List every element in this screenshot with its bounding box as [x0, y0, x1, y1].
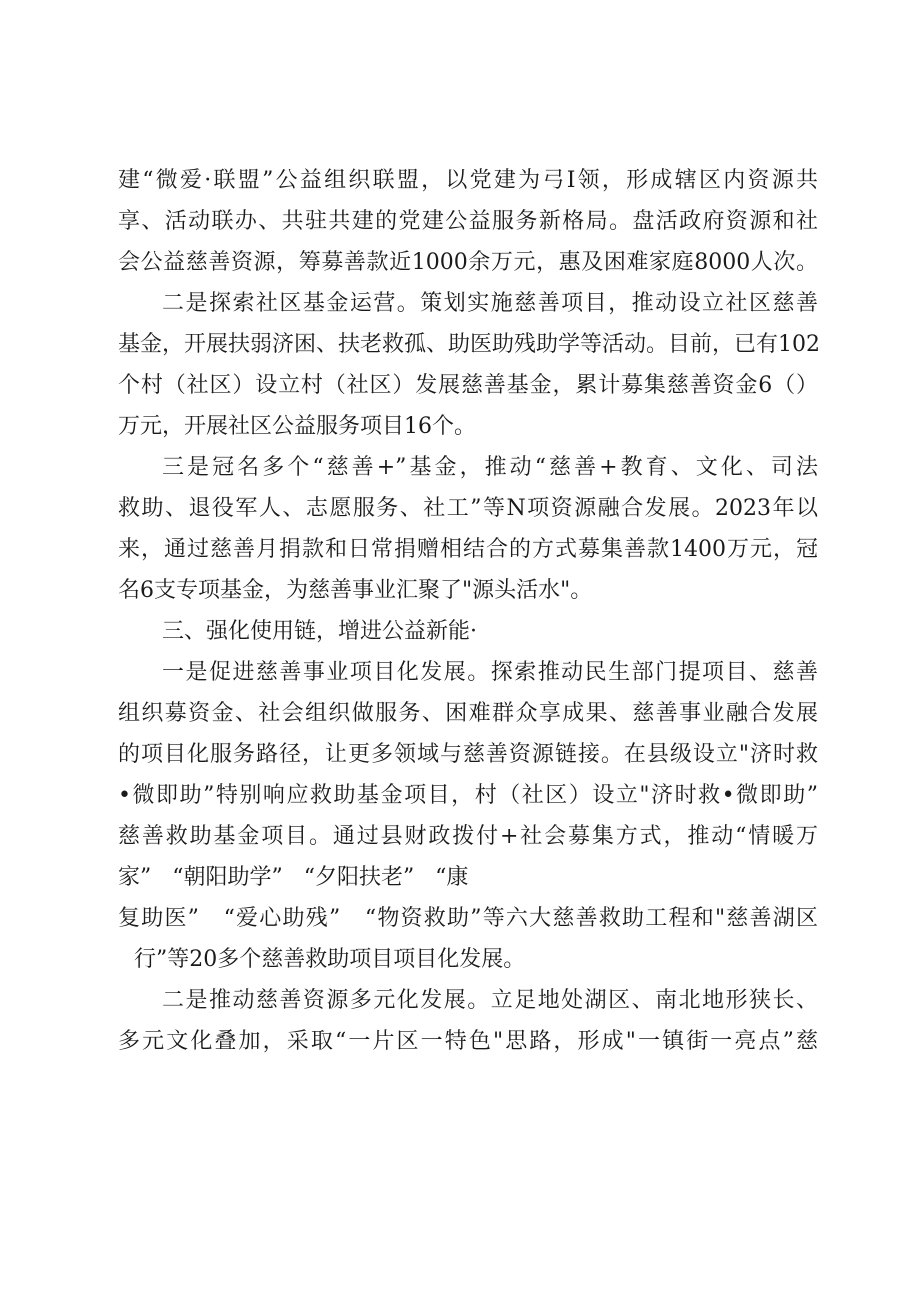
text-line: 救助、退役军人、志愿服务、社工”等N项资源融合发展。2023年以	[118, 496, 818, 521]
text-line: 行”等20多个慈善救助项目项目化发展。	[134, 947, 526, 972]
text-line: 复助医” “爱心助残” “物资救助”等六大慈善救助工程和"慈善湖区	[118, 906, 818, 931]
text-line: 多元文化叠加，采取“一片区一特色"思路，形成"一镇街一亮点”慈	[118, 1029, 818, 1054]
text-line: 基金，开展扶弱济困、扶老救孤、助医助残助学等活动。目前，已有102	[118, 332, 820, 357]
text-line: 慈善救助基金项目。通过县财政拨付+社会募集方式，推动“情暖万	[118, 824, 818, 849]
text-line: 名6支专项基金，为慈善事业汇聚了"源头活水"。	[118, 578, 593, 603]
text-line: 三是冠名多个“慈善+”基金，推动“慈善+教育、文化、司法	[162, 455, 818, 480]
text-line: 组织募资金、社会组织做服务、困难群众享成果、慈善事业融合发展	[118, 701, 818, 726]
text-line: 万元，开展社区公益服务项目16个。	[118, 414, 476, 439]
text-line: 来，通过慈善月捐款和日常捐赠相结合的方式募集善款1400万元，冠	[118, 537, 818, 562]
text-line: 个村（社区）设立村（社区）发展慈善基金，累计募集慈善资金6（）	[118, 373, 818, 398]
text-line: •微即助”特别响应救助基金项目，村（社区）设立"济时救•微即助”	[118, 783, 818, 808]
text-line: 会公益慈善资源，筹募善款近1000余万元，惠及困难家庭8000人次。	[118, 250, 818, 275]
text-line: 一是促进慈善事业项目化发展。探索推动民生部门提项目、慈善	[162, 660, 818, 685]
text-line: 建“微爱·联盟”公益组织联盟，以党建为弓I领，形成辖区内资源共	[118, 168, 818, 193]
text-line: 二是推动慈善资源多元化发展。立足地处湖区、南北地形狭长、	[162, 988, 818, 1013]
section-heading: 三、强化使用链，增进公益新能·	[162, 619, 477, 644]
document-body	[118, 160, 818, 1062]
text-line: 家” “朝阳助学” “夕阳扶老” “康	[118, 865, 469, 890]
text-line: 享、活动联办、共驻共建的党建公益服务新格局。盘活政府资源和社	[118, 209, 818, 234]
text-line: 的项目化服务路径，让更多领域与慈善资源链接。在县级设立"济时救	[118, 742, 818, 767]
text-line: 二是探索社区基金运营。策划实施慈善项目，推动设立社区慈善	[162, 291, 818, 316]
